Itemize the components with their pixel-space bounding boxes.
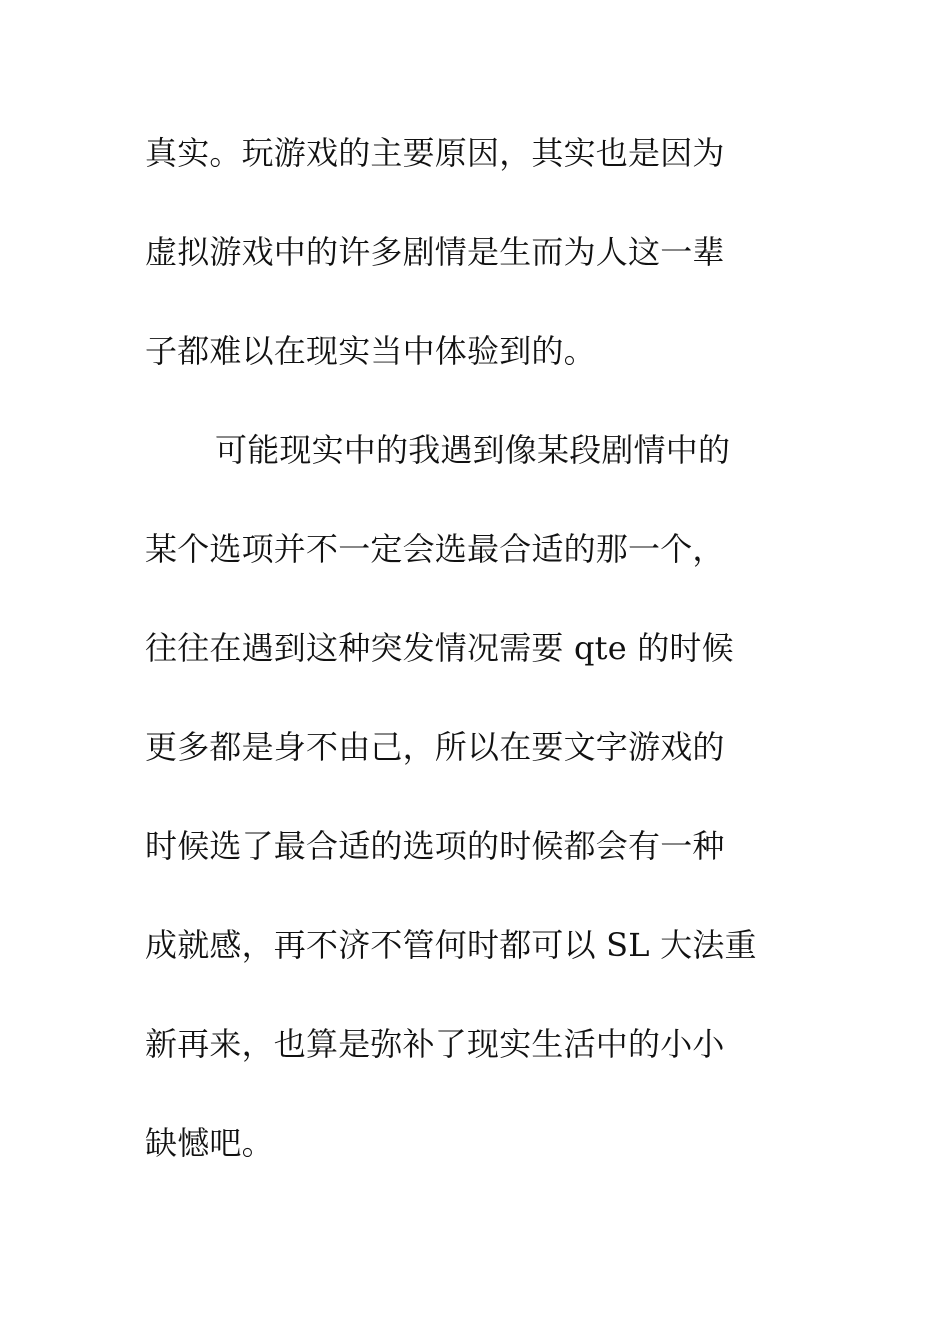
text-line: 真实。玩游戏的主要原因，其实也是因为 — [145, 134, 725, 172]
paragraph-first-line: 可能现实中的我遇到像某段剧情中的 — [215, 431, 731, 469]
text-line: 新再来，也算是弥补了现实生活中的小小 — [145, 1025, 725, 1063]
text-line: 缺憾吧。 — [145, 1124, 274, 1162]
text-line: 更多都是身不由己，所以在要文字游戏的 — [145, 728, 725, 766]
text-line: 成就感，再不济不管何时都可以 SL 大法重 — [145, 926, 757, 964]
text-line: 虚拟游戏中的许多剧情是生而为人这一辈 — [145, 233, 725, 271]
text-line: 时候选了最合适的选项的时候都会有一种 — [145, 827, 725, 865]
text-line: 子都难以在现实当中体验到的。 — [145, 332, 596, 370]
text-line: 某个选项并不一定会选最合适的那一个， — [145, 530, 725, 568]
text-line: 往往在遇到这种突发情况需要 qte 的时候 — [145, 629, 734, 667]
